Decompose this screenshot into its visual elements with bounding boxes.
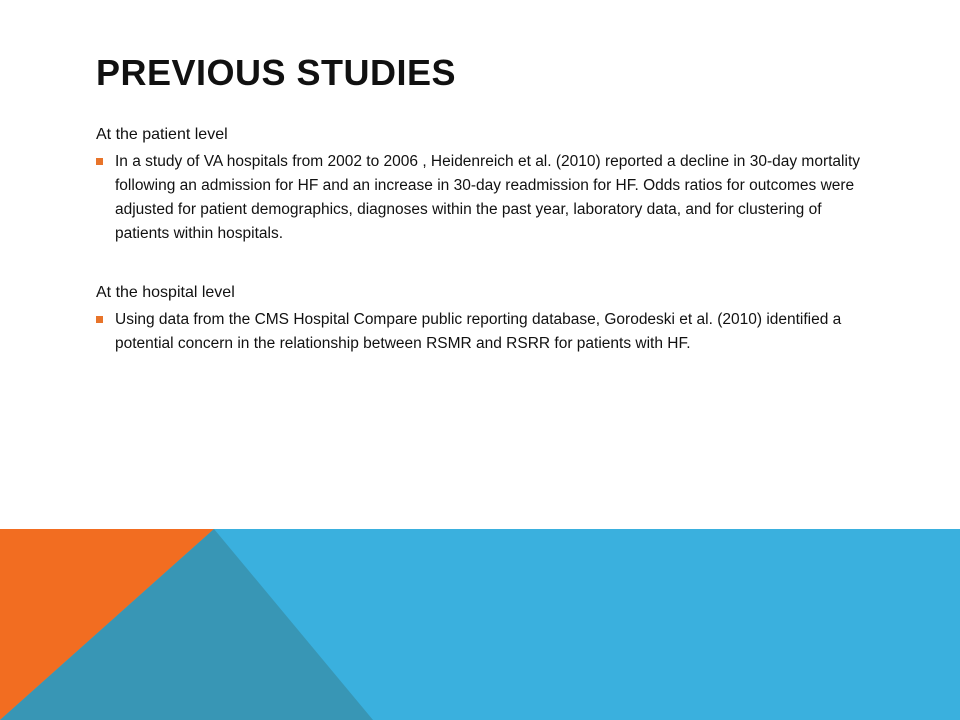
slide-title: PREVIOUS STUDIES [96,52,457,93]
section-patient-level [96,124,866,246]
square-bullet-icon [96,316,103,323]
bullet-item [96,150,866,246]
section-heading: At the patient level [96,126,228,143]
square-bullet-icon [96,158,103,165]
slide-content [96,124,866,392]
decorative-footer-band [0,529,960,720]
bullet-text: Using data from the CMS Hospital Compare public reporting database, Gorodeski et al. (2010) identified a potential concern in the relationship between RSMR and RSRR for patients with HF. [115,311,842,352]
bullet-text: In a study of VA hospitals from 2002 to 2006 , Heidenreich et al. (2010) reported a decline in 30-day mortality following an admission for HF and an increase in 30-day readmission for HF. Odds ratios for outcomes were adjusted for patient demographics, diagnoses within the past year, laboratory data, and for clustering of patients within hospitals. [115,153,860,242]
section-heading: At the hospital level [96,284,235,301]
bullet-item [96,308,866,356]
section-hospital-level [96,282,866,356]
